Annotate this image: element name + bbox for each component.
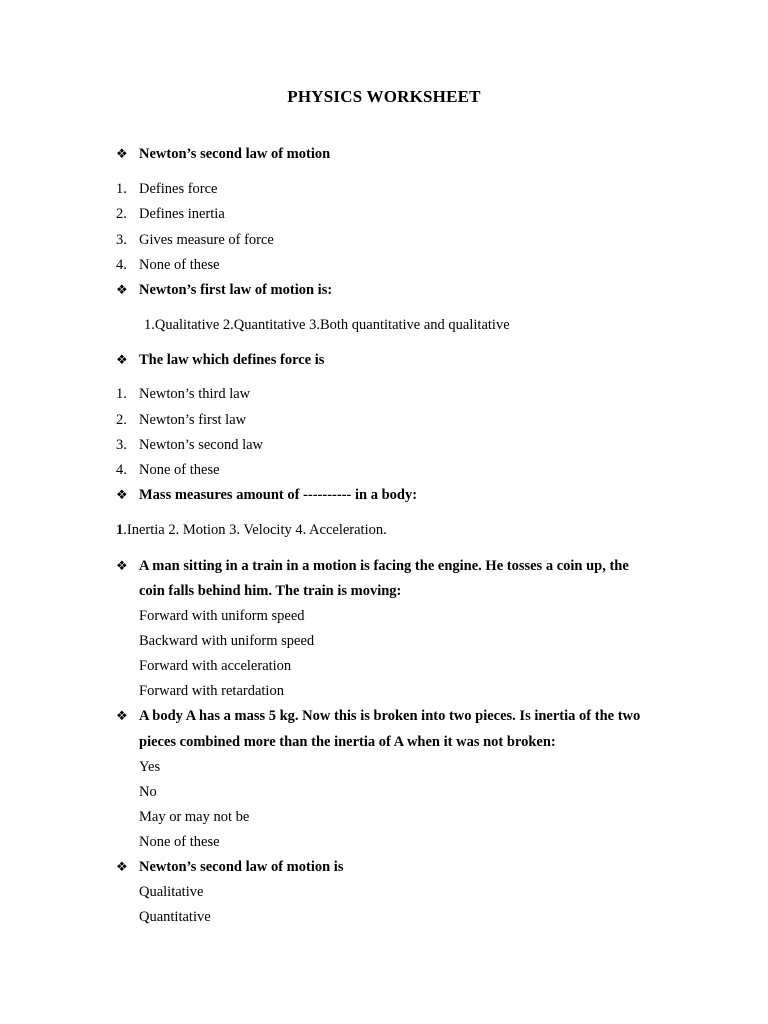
option-text: Forward with acceleration (139, 658, 292, 674)
question-3 (0, 350, 768, 370)
diamond-bullet-icon: ❖ (116, 859, 128, 874)
question-6-continued (0, 732, 768, 752)
options-text (116, 520, 387, 540)
option-item (0, 782, 768, 802)
option-text: None of these (139, 834, 220, 850)
option-item (0, 435, 768, 455)
question-text-line-2: pieces combined more than the inertia of A when it was not broken: (139, 734, 556, 750)
option-item (0, 656, 768, 676)
diamond-bullet-icon: ❖ (116, 352, 128, 367)
option-item (0, 230, 768, 250)
option-number: 1. (116, 386, 127, 402)
question-text-line-1: A body A has a mass 5 kg. Now this is broken into two pieces. Is inertia of the two (139, 708, 641, 724)
option-item (0, 410, 768, 430)
option-item (0, 681, 768, 701)
option-text: Backward with uniform speed (139, 633, 315, 649)
question-1 (0, 144, 768, 164)
inline-options (0, 520, 768, 540)
diamond-bullet-icon: ❖ (116, 487, 128, 502)
option-number: 3. (116, 232, 127, 248)
option-item (0, 255, 768, 275)
option-text: None of these (139, 462, 220, 478)
option-item (0, 631, 768, 651)
question-5-continued (0, 581, 768, 601)
option-number: 4. (116, 257, 127, 273)
options-text: 1.Qualitative 2.Quantitative 3.Both quantitative and qualitative (144, 317, 510, 333)
option-item (0, 384, 768, 404)
question-text: Newton’s second law of motion is (139, 859, 344, 875)
option-item (0, 907, 768, 927)
question-text: The law which defines force is (139, 352, 325, 368)
option-text: Newton’s first law (139, 412, 247, 428)
option-number: 2. (116, 412, 127, 428)
option-text: May or may not be (139, 809, 250, 825)
option-text: Newton’s third law (139, 386, 251, 402)
option-text: None of these (139, 257, 220, 273)
options-lead-number: 1 (116, 522, 124, 538)
diamond-bullet-icon: ❖ (116, 146, 128, 161)
option-item (0, 606, 768, 626)
page-title: PHYSICS WORKSHEET (287, 87, 481, 106)
option-number: 1. (116, 181, 127, 197)
diamond-bullet-icon: ❖ (116, 282, 128, 297)
question-5 (0, 556, 768, 576)
option-number: 2. (116, 206, 127, 222)
option-text: Yes (139, 759, 161, 775)
option-text: No (139, 784, 157, 800)
option-text: Quantitative (139, 909, 211, 925)
option-item (0, 832, 768, 852)
question-2 (0, 280, 768, 300)
question-text: Mass measures amount of ---------- in a body: (139, 487, 418, 503)
question-text-line-2: coin falls behind him. The train is moving: (139, 583, 402, 599)
option-text: Gives measure of force (139, 232, 274, 248)
diamond-bullet-icon: ❖ (116, 708, 128, 723)
option-text: Qualitative (139, 884, 204, 900)
option-item (0, 807, 768, 827)
question-text: Newton’s second law of motion (139, 146, 331, 162)
option-item (0, 204, 768, 224)
option-text: Defines force (139, 181, 218, 197)
option-item (0, 757, 768, 777)
question-text-line-1: A man sitting in a train in a motion is facing the engine. He tosses a coin up, the (139, 558, 629, 574)
question-text: Newton’s first law of motion is: (139, 282, 333, 298)
option-text: Forward with retardation (139, 683, 284, 699)
question-6 (0, 706, 768, 726)
question-4 (0, 485, 768, 505)
option-number: 3. (116, 437, 127, 453)
question-7 (0, 857, 768, 877)
option-text: Forward with uniform speed (139, 608, 305, 624)
option-item (0, 460, 768, 480)
option-item (0, 179, 768, 199)
option-text: Newton’s second law (139, 437, 264, 453)
diamond-bullet-icon: ❖ (116, 558, 128, 573)
options-rest: .Inertia 2. Motion 3. Velocity 4. Acceleration. (123, 522, 387, 538)
option-item (0, 882, 768, 902)
option-number: 4. (116, 462, 127, 478)
inline-options (0, 315, 768, 335)
option-text: Defines inertia (139, 206, 225, 222)
